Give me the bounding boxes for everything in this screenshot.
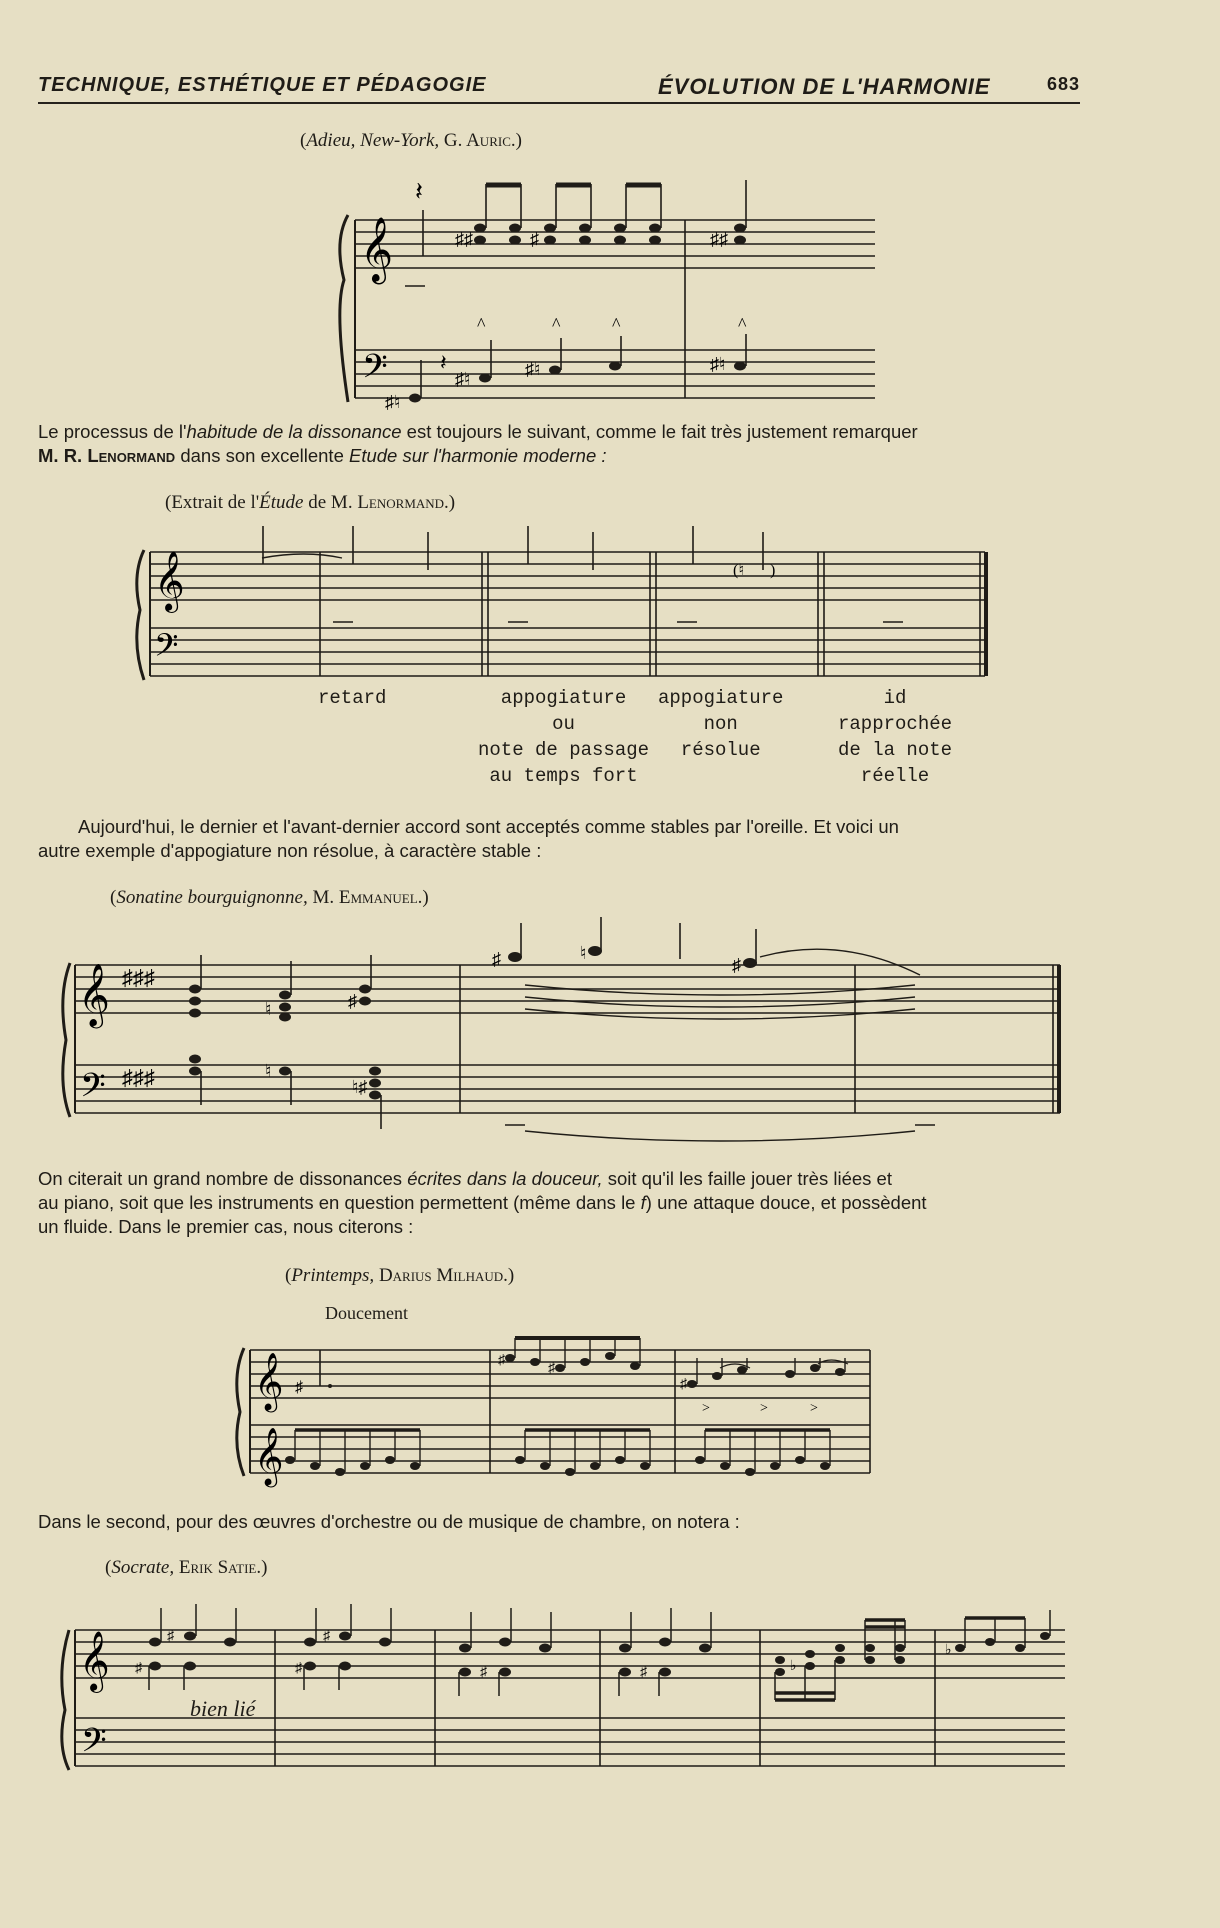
svg-text:𝄞: 𝄞 [154, 553, 185, 610]
example-3-title: Sonatine bourguignonne, [116, 887, 308, 908]
example-4-title: Printemps, [291, 1265, 375, 1286]
header-chapter-title: ÉVOLUTION DE L'HARMONIE [658, 74, 991, 99]
label-line: non [703, 713, 738, 735]
caption-prefix: (Extrait de l' [165, 492, 260, 513]
rest: 𝄽 [440, 350, 447, 375]
label-line: rapprochée [838, 713, 953, 735]
label-line: ou [552, 713, 575, 735]
svg-text:>: > [810, 1401, 818, 1416]
text-run-italic: habitude de la dissonance [186, 421, 402, 442]
label-line: appogiature [500, 687, 627, 709]
svg-text:♯♮: ♯♮ [455, 369, 471, 389]
text-run: ) une attaque douce, et possèdent [645, 1192, 927, 1213]
label-line: id [883, 687, 907, 709]
svg-text:^: ^ [477, 314, 486, 334]
example-2-composer: Lenormand.) [357, 492, 456, 513]
label-column-retard [318, 685, 386, 711]
text-run: un fluide. Dans le premier cas, nous citerons : [38, 1216, 414, 1237]
text-run: Le processus de l' [38, 421, 187, 442]
text-run: soit qu'il les faille jouer très liées et [602, 1168, 892, 1189]
text-run: On citerait un grand nombre de dissonances [38, 1168, 408, 1189]
score-example-3 [60, 935, 1070, 1145]
svg-text:(♮: (♮ [733, 562, 745, 579]
paragraph-4: Dans le second, pour des œuvres d'orchestre ou de musique de chambre, on notera : [38, 1511, 740, 1532]
svg-text:♮: ♮ [265, 1061, 272, 1081]
svg-text:♯: ♯ [167, 1629, 174, 1644]
expression-bien-lie: bien lié [190, 1696, 256, 1721]
accent-marks [477, 314, 747, 334]
example-5-composer: Erik Satie. [178, 1557, 262, 1578]
svg-text:♯♯♯: ♯♯♯ [122, 965, 155, 990]
svg-text:♮♯: ♮♯ [352, 1077, 368, 1097]
tempo-marking: Doucement [325, 1303, 408, 1323]
example-5-title: Socrate, [111, 1557, 175, 1578]
label-line: résolue [680, 739, 761, 761]
example-4-caption: (Printemps, Darius Milhaud.) [285, 1265, 515, 1286]
svg-text:♮: ♮ [265, 999, 272, 1019]
svg-text:𝄞: 𝄞 [254, 1353, 284, 1409]
svg-text:>: > [702, 1401, 710, 1416]
svg-text:𝄢: 𝄢 [81, 1722, 107, 1767]
text-run: est toujours le suivant, comme le fait très justement remarquer [401, 421, 918, 442]
svg-text:♯: ♯ [530, 229, 539, 249]
treble-chords [474, 224, 746, 245]
svg-text:): ) [770, 562, 776, 579]
example-1-title: Adieu, New-York, [306, 130, 440, 151]
score-example-2 [130, 530, 990, 690]
label-line: retard [318, 687, 387, 709]
label-line: appogiature [658, 687, 784, 709]
example-2-caption [165, 492, 455, 514]
svg-text:♯♮: ♯♮ [710, 354, 726, 374]
svg-text:♯: ♯ [640, 1665, 647, 1680]
svg-text:♮: ♮ [580, 943, 587, 963]
svg-text:♯♯: ♯♯ [710, 229, 728, 249]
example-3-caption: (Sonatine bourguignonne, M. Emmanuel.) [110, 887, 429, 908]
score-example-4 [230, 1320, 880, 1484]
svg-text:♯: ♯ [680, 1377, 687, 1392]
score-example-5 [55, 1590, 1075, 1780]
treble-clef: 𝄞 [360, 219, 394, 281]
svg-text:♯: ♯ [323, 1629, 330, 1644]
svg-text:♯: ♯ [295, 1379, 303, 1396]
page-number: 683 [1046, 74, 1080, 94]
text-run: Aujourd'hui, le dernier et l'avant-dernier accord sont acceptés comme stables par l'oreille. Et voici un [78, 816, 899, 837]
bass-staff [355, 350, 875, 398]
author-name: M. R. Lenormand [38, 445, 176, 466]
text-run-italic: Etude sur l'harmonie moderne : [349, 445, 607, 466]
caption-mid: de M. [308, 492, 353, 513]
svg-text:♯: ♯ [498, 1353, 505, 1368]
label-line: réelle [860, 765, 930, 787]
svg-text:>: > [760, 1401, 768, 1416]
example-1-caption: (Adieu, New-York, G. Auric.) [300, 130, 522, 151]
svg-text:^: ^ [552, 314, 561, 334]
svg-text:^: ^ [612, 314, 621, 334]
svg-text:♯: ♯ [480, 1665, 487, 1680]
svg-text:♯: ♯ [492, 949, 501, 969]
label-line: note de passage [478, 739, 650, 761]
score-example-1 [330, 170, 930, 410]
paragraph-3 [38, 1167, 1082, 1239]
header-section-title: TECHNIQUE, ESTHÉTIQUE ET PÉDAGOGIE [38, 74, 487, 96]
svg-text:^: ^ [738, 314, 747, 334]
svg-text:♯♯: ♯♯ [455, 229, 473, 249]
svg-text:♯: ♯ [135, 1661, 142, 1676]
paragraph-2 [38, 815, 1082, 863]
caption-mid: M. [312, 887, 335, 908]
label-column-appogiature-ou [478, 685, 649, 789]
svg-text:𝄢: 𝄢 [80, 1067, 106, 1112]
label-line: au temps fort [489, 765, 638, 787]
running-header [38, 74, 1080, 104]
text-run: autre exemple d'appogiature non résolue, à caractère stable : [38, 840, 542, 861]
rest: 𝄽 [415, 177, 423, 206]
svg-text:𝄞: 𝄞 [78, 965, 110, 1025]
label-column-appogiature-non [658, 685, 783, 763]
svg-text:♯: ♯ [548, 1361, 555, 1376]
example-5-caption: (Socrate, Erik Satie.) [105, 1557, 268, 1578]
dynamic-mark: f [640, 1192, 646, 1213]
text-run-italic: écrites dans la douceur, [407, 1168, 603, 1189]
label-line: de la note [838, 739, 953, 761]
svg-text:♯: ♯ [732, 955, 741, 975]
example-2-title: Étude [259, 492, 304, 513]
example-1-composer: G. Auric. [443, 130, 516, 151]
paragraph-1 [38, 420, 1082, 468]
svg-text:♯: ♯ [295, 1661, 302, 1676]
text-run: dans son excellente [175, 445, 349, 466]
text-run: au piano, soit que les instruments en question permettent (même dans le [38, 1192, 641, 1213]
example-3-composer: Emmanuel. [338, 887, 423, 908]
svg-text:♯♯♯: ♯♯♯ [122, 1065, 155, 1090]
svg-text:♭: ♭ [945, 1643, 952, 1658]
svg-text:♯: ♯ [348, 991, 357, 1011]
svg-text:♭: ♭ [790, 1659, 797, 1674]
bass-clef: 𝄢 [362, 348, 388, 393]
svg-text:𝄞: 𝄞 [79, 1633, 110, 1690]
example-4-composer: Darius Milhaud. [378, 1265, 508, 1286]
label-column-id [838, 685, 952, 789]
svg-text:♯♮: ♯♮ [525, 359, 541, 379]
svg-text:♯♮: ♯♮ [385, 392, 401, 412]
svg-text:𝄞: 𝄞 [254, 1428, 284, 1484]
svg-text:𝄢: 𝄢 [154, 629, 179, 671]
